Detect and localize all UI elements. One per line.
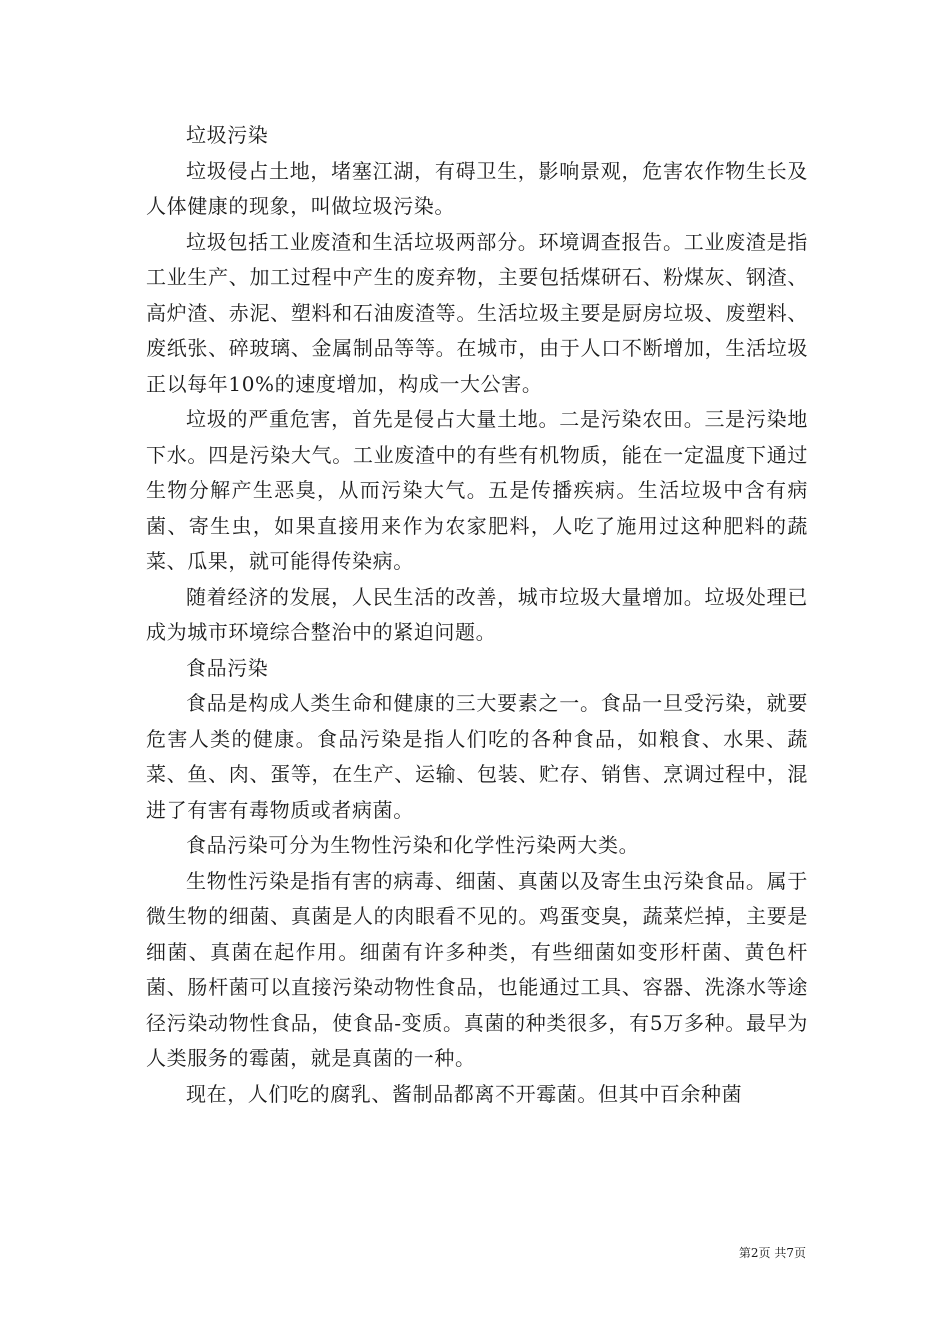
paragraph: 垃圾侵占土地，堵塞江湖，有碍卫生，影响景观，危害农作物生长及人体健康的现象，叫做垃圾污染。 (146, 158, 808, 218)
paragraph: 食品污染可分为生物性污染和化学性污染两大类。 (186, 833, 640, 857)
paragraph: 垃圾的严重危害，首先是侵占大量土地。二是污染农田。三是污染地下水。四是污染大气。工业废渣中的有些有机物质，能在一定温度下通过生物分解产生恶臭，从而污染大气。五是传播疾病。生活垃圾中含有病菌、寄生虫，如果直接用来作为农家肥料，人吃了施用过这种肥料的蔬菜、瓜果，就可能得传染病。 (146, 407, 808, 573)
paragraph: 生物性污染是指有害的病毒、细菌、真菌以及寄生虫污染食品。属于微生物的细菌、真菌是人的肉眼看不见的。鸡蛋变臭，蔬菜烂掉，主要是细菌、真菌在起作用。细菌有许多种类，有些细菌如变形杆菌、黄色杆菌、肠杆菌可以直接污染动物性食品，也能通过工具、容器、洗涤水等途径污染动物性食品，使食品-变质。真菌的种类很多，有5万多种。最早为人类服务的霉菌，就是真菌的一种。 (146, 868, 808, 1070)
paragraph: 随着经济的发展，人民生活的改善，城市垃圾大量增加。垃圾处理已成为城市环境综合整治中的紧迫问题。 (146, 584, 808, 644)
section-heading-food-pollution: 食品污染 (186, 655, 269, 680)
paragraph: 食品是构成人类生命和健康的三大要素之一。食品一旦受污染，就要危害人类的健康。食品污染是指人们吃的各种食品，如粮食、水果、蔬菜、鱼、肉、蛋等，在生产、运输、包装、贮存、销售、烹调过程中，混进了有害有毒物质或者病菌。 (146, 691, 808, 822)
paragraph: 现在，人们吃的腐乳、酱制品都离不开霉菌。但其中百余种菌 (186, 1081, 743, 1106)
paragraph: 垃圾包括工业废渣和生活垃圾两部分。环境调查报告。工业废渣是指工业生产、加工过程中产生的废弃物，主要包括煤研石、粉煤灰、钢渣、高炉渣、赤泥、塑料和石油废渣等。生活垃圾主要是厨房垃圾、废塑料、废纸张、碎玻璃、金属制品等等。在城市，由于人口不断增加，生活垃圾正以每年10%的速度增加，构成一大公害。 (146, 229, 808, 396)
page-number-footer: 第2页 共7页 (738, 1246, 806, 1260)
section-heading-garbage-pollution: 垃圾污染 (186, 123, 269, 147)
document-body (146, 118, 808, 1112)
